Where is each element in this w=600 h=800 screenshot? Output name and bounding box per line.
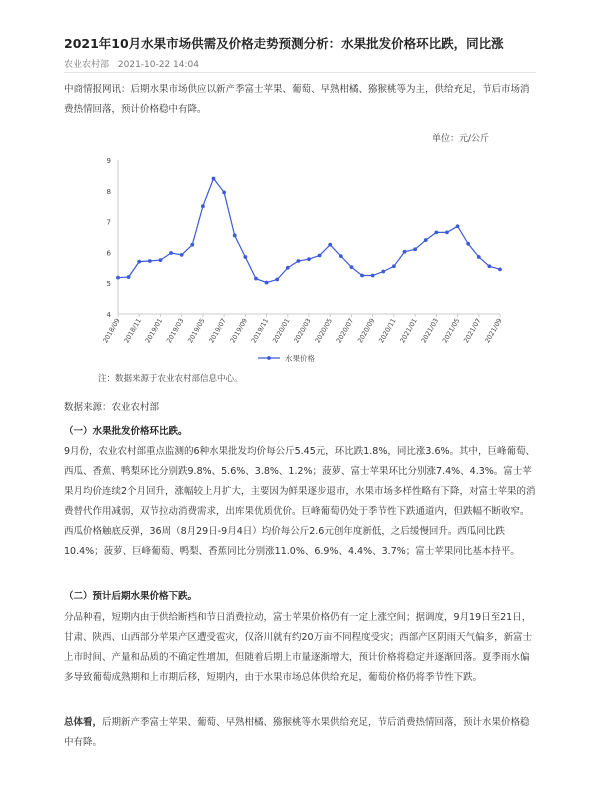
- data-point: [328, 243, 332, 247]
- summary-label: 总体看，: [64, 717, 103, 728]
- x-tick-label: 2020/05: [313, 317, 334, 345]
- y-tick-label: 5: [106, 280, 111, 289]
- data-point: [445, 230, 449, 234]
- data-point: [413, 247, 417, 251]
- data-point: [350, 265, 354, 269]
- data-point: [159, 258, 163, 262]
- x-tick-label: 2018/09: [101, 317, 122, 345]
- legend-label: 水果价格: [285, 354, 315, 363]
- x-tick-label: 2019/07: [207, 317, 228, 345]
- x-tick-label: 2020/03: [292, 317, 313, 345]
- data-point: [296, 259, 300, 263]
- series-line: [118, 179, 500, 283]
- y-tick-label: 7: [106, 218, 111, 227]
- data-point: [424, 238, 428, 242]
- x-tick-label: 2021/03: [419, 317, 441, 345]
- data-point: [222, 190, 226, 194]
- x-tick-label: 2019/01: [143, 317, 165, 345]
- summary-text: 后期新产季富士苹果、葡萄、早熟柑橘、猕猴桃等水果供给充足，节后消费热情回落，预计水果价格稳中有降。: [64, 717, 530, 748]
- x-tick-label: 2021/05: [440, 317, 462, 345]
- data-point: [434, 230, 438, 234]
- data-point: [116, 276, 120, 280]
- data-point: [339, 254, 343, 258]
- data-point: [307, 257, 311, 261]
- section2-heading: （二）预计后期水果价格下跌。: [64, 591, 198, 602]
- article-title: 2021年10月水果市场供需及价格走势预测分析：水果批发价格环比跌，同比涨: [64, 36, 504, 51]
- data-point: [127, 275, 131, 279]
- y-tick-label: 9: [106, 157, 111, 165]
- x-tick-label: 2019/09: [228, 317, 250, 345]
- x-tick-label: 2019/05: [186, 317, 207, 345]
- x-tick-label: 2021/09: [483, 317, 504, 345]
- y-tick-label: 4: [106, 311, 111, 319]
- data-point: [456, 224, 460, 228]
- article-date: 2021-10-22 14:04: [117, 60, 199, 70]
- data-point: [498, 267, 502, 271]
- data-point: [243, 255, 247, 259]
- data-point: [137, 260, 141, 264]
- article-source[interactable]: 农业农村部: [64, 60, 110, 70]
- chart-note: 注：数据来源于农业农村部信息中心。: [98, 374, 243, 384]
- data-point: [169, 251, 173, 255]
- section1-heading: （一）水果批发价格环比跌。: [64, 426, 188, 437]
- legend-marker: [267, 356, 271, 360]
- data-point: [477, 255, 481, 259]
- data-point: [148, 259, 152, 263]
- data-point: [190, 243, 194, 247]
- section1-paragraph: 9月份，农业农村部重点监测的6种水果批发均价每公斤5.45元，环比跌1.8%，同比涨3.6%。其中，巨峰葡萄、西瓜、香蕉、鸭梨环比分别跌9.8%、5.6%、3.8%、1.2%；菠萝、富士苹果环比分别涨7.4%、4.3%。富士苹果月均价连续2个月回升，涨幅较上月扩大，主要因为鲜果逐步退市，水果市场多样性略有下降，对富士苹果的消费替代作用减弱，双节拉动消费需求，出库果优质优价。巨峰葡萄仍处于季节性下跌通道内，但跌幅不断收窄。西瓜价格触底反弹，36周（8月29日-9月4日）均价每公斤2.6元创年度新低，之后缓慢回升。西瓜同比跌10.4%；菠萝、巨峰葡萄、鸭梨、香蕉同比分别涨11.0%、6.9%、4.4%、3.7%；富士苹果同比基本持平。: [64, 446, 536, 557]
- data-point: [466, 242, 470, 246]
- data-point: [254, 277, 258, 281]
- x-tick-label: 2020/09: [355, 317, 377, 345]
- data-point: [318, 254, 322, 258]
- x-tick-label: 2020/07: [334, 317, 356, 345]
- y-tick-label: 8: [106, 187, 111, 196]
- price-line-chart: [92, 146, 512, 370]
- data-point: [265, 281, 269, 285]
- data-point: [392, 264, 396, 268]
- data-point: [212, 177, 216, 181]
- data-point: [286, 266, 290, 270]
- chart-unit-label: 单位：元/公斤: [432, 134, 490, 144]
- intro-paragraph: 中商情报网讯：后期水果市场供应以新产季富士苹果、葡萄、早熟柑橘、猕猴桃等为主，供给充足，节后市场消费热情回落，预计价格稳中有降。: [64, 84, 530, 115]
- data-point: [371, 274, 375, 278]
- y-tick-label: 6: [106, 249, 111, 258]
- x-tick-label: 2019/03: [164, 317, 186, 345]
- x-tick-label: 2020/11: [377, 317, 398, 345]
- data-source: 数据来源：农业农村部: [64, 402, 160, 413]
- data-point: [360, 274, 364, 278]
- data-point: [403, 250, 407, 254]
- x-tick-label: 2018/11: [122, 317, 143, 345]
- x-tick-label: 2021/01: [398, 317, 419, 345]
- article-meta: [64, 57, 199, 70]
- data-point: [233, 234, 237, 238]
- data-point: [487, 264, 491, 268]
- data-point: [381, 270, 385, 274]
- x-tick-label: 2021/07: [462, 317, 483, 345]
- x-tick-label: 2020/01: [271, 317, 292, 345]
- divider: [64, 72, 536, 73]
- section2-paragraph: 分品种看，短期内由于供给断档和节日消费拉动，富士苹果价格仍有一定上涨空间；据调度，9月19日至21日，甘肃、陕西、山西部分苹果产区遭受雹灾，仅洛川就有约20万亩不同程度受灾；西部产区阴雨天气偏多，新富士上市时间、产量和品质的不确定性增加，但随着后期上市量逐渐增大，预计价格将稳定并逐渐回落。夏季雨水偏多导致葡萄成熟期和上市期后移，短期内，由于水果市场总体供给充足，葡萄价格仍将季节性下跌。: [64, 612, 533, 683]
- x-tick-label: 2019/11: [249, 317, 271, 345]
- summary-paragraph: [64, 713, 538, 753]
- data-point: [201, 204, 205, 208]
- data-point: [275, 278, 279, 282]
- data-point: [180, 253, 184, 257]
